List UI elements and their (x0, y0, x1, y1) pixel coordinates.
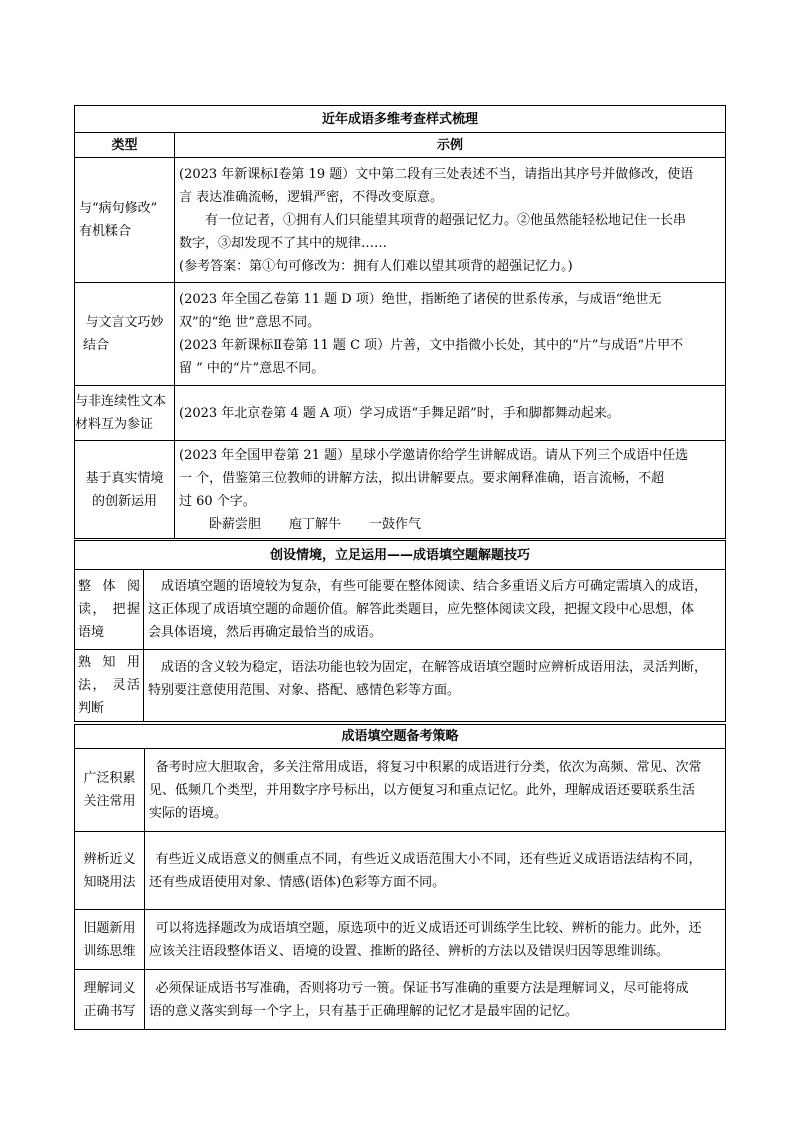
strategy-content: 备考时应大胆取舍，多关注常用成语，将复习中积累的成语进行分类，依次为高频、常见、次常 见、低频几个类型，并用数字序号标出，以方便复习和重点记忆。此外，理解成语还要联系生活 实际的语境。 (145, 749, 726, 832)
table-row (75, 970, 726, 1030)
idiom-option: 一鼓作气 (369, 516, 422, 532)
strategy-content: 有些近义成语意义的侧重点不同，有些近义成语范围大小不同，还有些近义成语语法结构不同， 还有些成语使用对象、情感(语体)色彩等方面不同。 (145, 832, 726, 910)
section3-title: 成语填空题备考策略 (75, 725, 726, 749)
table-row (75, 749, 726, 832)
strategy-content: 可以将选择题改为成语填空题，原选项中的近义成语还可训练学生比较、辨析的能力。此外，还 应该关注语段整体语义、语境的设置、推断的路径、辨析的方法以及错误归因等思维训练。 (145, 910, 726, 970)
example-cell: (2023 年全国乙卷第 11 题 D 项）绝世，指断绝了诸侯的世系传承，与成语“绝世无 双”的“绝 世”意思不同。 (2023 年新课标Ⅱ卷第 11 题 C 项）片善，文中指微小长处，其中的“片”与成语“片甲不 留 ” 中的“片”意思不同。 (175, 283, 726, 386)
idiom-option: 卧薪尝胆 (209, 516, 262, 532)
table-row (75, 570, 726, 650)
strategy-label: 旧题新用 训练思维 (75, 910, 145, 970)
table-row (75, 283, 726, 386)
technique-label: 熟 知 用 法， 灵活 判断 (75, 650, 144, 722)
exam-prep-strategy-table (74, 724, 726, 1030)
example-cell: (2023 年全国甲卷第 21 题）星球小学邀请你给学生讲解成语。请从下列三个成语中任选 一 个，借鉴第三位教师的讲解方法，拟出讲解要点。要求阐释准确，语言流畅，不超 过 60 个字。 卧薪尝胆 庖丁解牛 一鼓作气 (175, 441, 726, 539)
table-row (75, 832, 726, 910)
type-cell: 与文言文巧妙 结合 (75, 283, 175, 386)
idiom-fill-techniques-table (74, 540, 726, 722)
section1-title: 近年成语多维考查样式梳理 (75, 106, 726, 133)
type-cell: 与非连续性文本 材料互为参证 (75, 386, 175, 441)
table-row (75, 910, 726, 970)
section2-title: 创设情境，立足运用——成语填空题解题技巧 (75, 541, 726, 570)
strategy-content: 必须保证成语书写准确，否则将功亏一篑。保证书写准确的重要方法是理解词义，尽可能将成 语的意义落实到每一个字上，只有基于正确理解的记忆才是最牢固的记忆。 (145, 970, 726, 1030)
column-header-example: 示例 (175, 133, 726, 158)
table-row (75, 158, 726, 283)
idiom-exam-styles-table (74, 105, 726, 539)
table-row (75, 441, 726, 539)
strategy-label: 辨析近义 知晓用法 (75, 832, 145, 910)
idiom-option: 庖丁解牛 (289, 516, 342, 532)
strategy-label: 理解词义 正确书写 (75, 970, 145, 1030)
technique-label: 整 体 阅 读， 把握 语境 (75, 570, 144, 650)
example-cell: (2023 年北京卷第 4 题 A 项）学习成语“手舞足蹈”时，手和脚都舞动起来。 (175, 386, 726, 441)
type-cell: 基于真实情境 的创新运用 (75, 441, 175, 539)
table-row (75, 650, 726, 722)
example-cell: (2023 年新课标Ⅰ卷第 19 题）文中第二段有三处表述不当，请指出其序号并做修改，使语 言 表达准确流畅，逻辑严密，不得改变原意。 有一位记者，①拥有人们只能望其项背的超强记忆力。②他虽然能轻松地记住一长串 数字，③却发现不了其中的规律…… (参考答案：第①句可修改为：拥有人们难以望其项背的超强记忆力。) (175, 158, 726, 283)
technique-content: 成语填空题的语境较为复杂，有些可能要在整体阅读、结合多重语义后方可确定需填入的成语， 这正体现了成语填空题的命题价值。解答此类题目，应先整体阅读文段，把握文段中心思想，体 会具体语境，然后再确定最恰当的成语。 (144, 570, 726, 650)
technique-content: 成语的含义较为稳定，语法功能也较为固定，在解答成语填空题时应辨析成语用法，灵活判断， 特别要注意使用范围、对象、搭配、感情色彩等方面。 (144, 650, 726, 722)
type-cell: 与“病句修改” 有机糅合 (75, 158, 175, 283)
table-row (75, 386, 726, 441)
idiom-options (179, 513, 719, 536)
column-header-type: 类型 (75, 133, 175, 158)
strategy-label: 广泛积累 关注常用 (75, 749, 145, 832)
